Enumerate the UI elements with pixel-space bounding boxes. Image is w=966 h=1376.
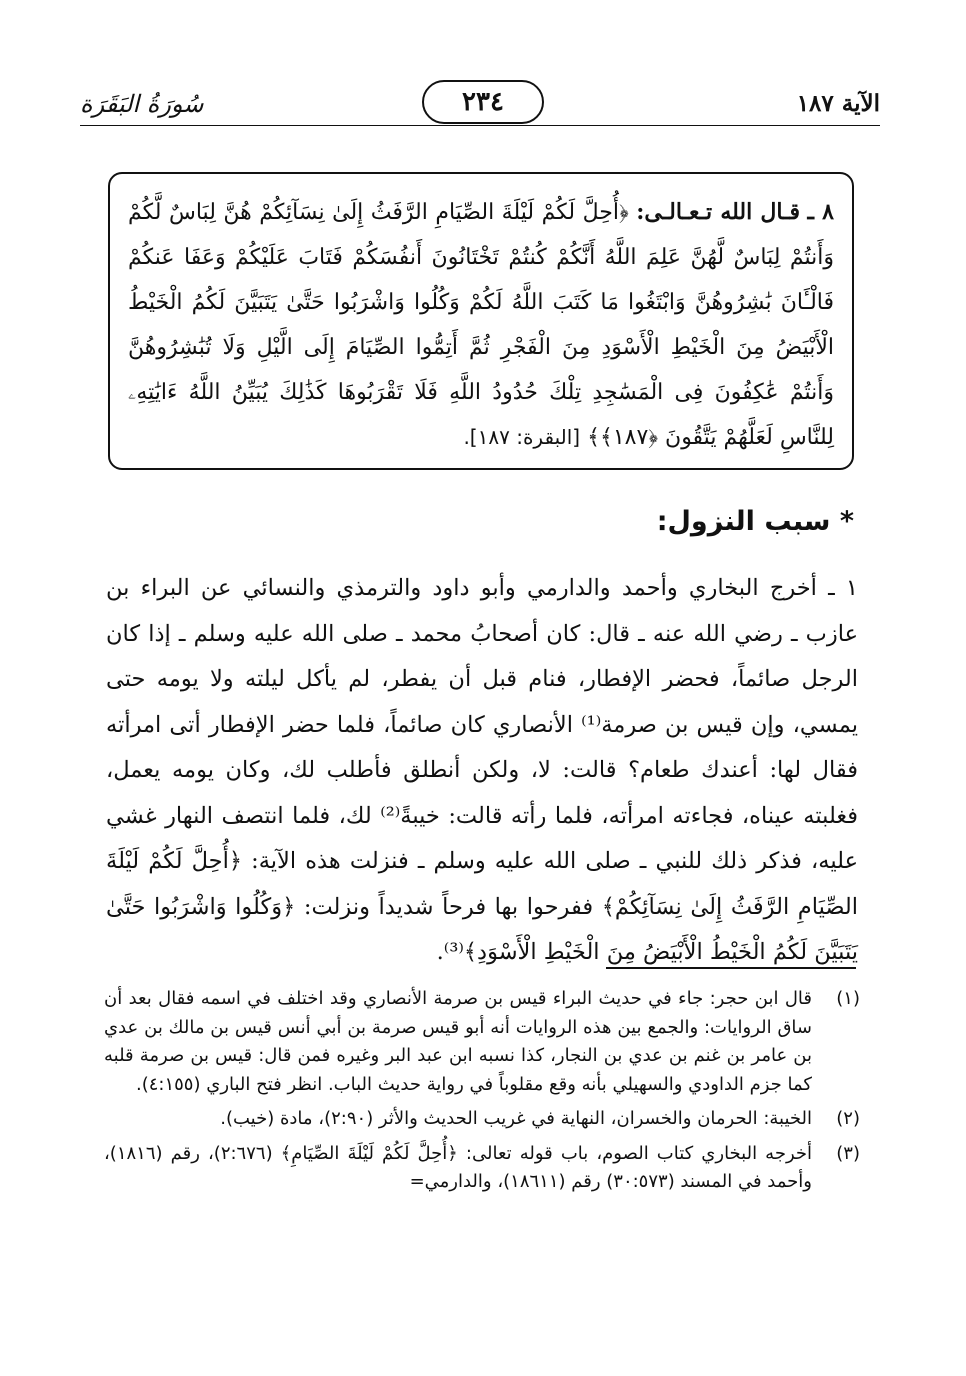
verse-intro: قـال الله تـعـالـى:	[636, 199, 801, 225]
section-title: * سبب النزول:	[656, 506, 854, 537]
verse-number: ٨ ـ	[807, 199, 834, 225]
footnotes	[104, 985, 860, 1203]
footnote-text: الخيبة: الحرمان والخسران، النهاية في غريب الحديث والأثر (٢:٩٠)، مادة (خيب).	[220, 1108, 812, 1129]
footnote-item	[104, 1105, 860, 1134]
verse-text: ﴿أُحِلَّ لَكُمْ لَيْلَةَ الصِّيَامِ الرَّفَثُ إِلَىٰ نِسَآئِكُمْ هُنَّ لِبَاسٌ لَّكُمْ وَأَنتُمْ لِبَاسٌ لَّهُنَّ عَلِمَ اللَّهُ أَنَّكُمْ كُنتُمْ تَخْتَانُونَ أَنفُسَكُمْ فَتَابَ عَلَيْكُمْ وَعَفَا عَنكُمْ فَالْـَٔانَ بَٰشِرُوهُنَّ وَابْتَغُوا مَا كَتَبَ اللَّهُ لَكُمْ وَكُلُوا وَاشْرَبُوا حَتَّىٰ يَتَبَيَّنَ لَكُمُ الْخَيْطُ الْأَبْيَضُ مِنَ الْخَيْطِ الْأَسْوَدِ مِنَ الْفَجْرِ ثُمَّ أَتِمُّوا الصِّيَامَ إِلَى الَّيْلِ وَلَا تُبَٰشِرُوهُنَّ وَأَنتُمْ عَٰكِفُونَ فِى الْمَسَٰجِدِ تِلْكَ حُدُودُ اللَّهِ فَلَا تَقْرَبُوهَا كَذَٰلِكَ يُبَيِّنُ اللَّهُ ءَايَٰتِهِۦ لِلنَّاسِ لَعَلَّهُمْ يَتَّقُونَ ﴿١٨٧﴾﴾	[128, 200, 834, 450]
footnote-item	[104, 985, 860, 1099]
verse-box	[108, 172, 854, 470]
verse-label: الآية ١٨٧	[796, 90, 880, 117]
header-rule	[80, 125, 880, 126]
footnote-divider	[606, 967, 856, 969]
footnote-number: (١)	[836, 988, 860, 1009]
footnote-text: قال ابن حجر: جاء في حديث البراء قيس بن صرمة الأنصاري وقد اختلف في اسمه فقال بعد أن ساق الروايات: والجمع بين هذه الروايات أنه أبو قيس صرمة بن أبي أنس قيس بن مالك بن عدي بن عامر بن غنم بن عدي بن النجار، كذا نسبه ابن عبد البر وغيره فمن قال: قيس بن صرمة قلبه كما جزم الداودي والسهيلي بأنه وقع مقلوباً في رواية حديث الباب. انظر فتح الباري (٤:١٥٥).	[104, 988, 812, 1095]
page-number: ٢٣٤	[422, 80, 544, 124]
surah-name: سُورَةُ البَقَرَة	[80, 90, 204, 118]
page-header	[80, 82, 880, 132]
verse-reference: [البقرة: ١٨٧].	[463, 425, 581, 449]
footnote-number: (٣)	[836, 1142, 860, 1164]
footnote-item	[104, 1140, 860, 1197]
body-paragraph: ١ ـ أخرج البخاري وأحمد والدارمي وأبو داود والترمذي والنسائي عن البراء بن عازب ـ رضي الله عنه ـ قال: كان أصحابُ محمد ـ صلى الله عليه وسلم ـ إذا كان الرجل صائماً، فحضر الإفطار، فنام قبل أن يفطر، لم يأكل ليلته ولا يومه حتى يمسي، وإن قيس بن صرمة⁽¹⁾ الأنصاري كان صائماً، فلما حضر الإفطار أتى امرأته فقال لها: أعندك طعام؟ قالت: لا، ولكن أنطلق فأطلب لك، وكان يومه يعمل، فغلبته عيناه، فجاءته امرأته، فلما رأته قالت: خيبةً⁽²⁾ لك، فلما انتصف النهار غشي عليه، فذكر ذلك للنبي ـ صلى الله عليه وسلم ـ فنزلت هذه الآية: ﴿أُحِلَّ لَكُمْ لَيْلَةَ الصِّيَامِ الرَّفَثُ إِلَىٰ نِسَآئِكُمْ﴾ ففرحوا بها فرحاً شديداً ونزلت: ﴿وَكُلُوا وَاشْرَبُوا حَتَّىٰ يَتَبَيَّنَ لَكُمُ الْخَيْطُ الْأَبْيَضُ مِنَ الْخَيْطِ الْأَسْوَدِ﴾⁽³⁾.	[106, 575, 859, 965]
footnote-text: أخرجه البخاري كتاب الصوم، باب قوله تعالى: ﴿أُحِلَّ لَكُمْ لَيْلَةَ الصِّيَامِ﴾ (٢:٦٧٦)، رقم (١٨١٦)، وأحمد في المسند (٣٠:٥٧٣) رقم (١٨٦١١)، والدارمي=	[104, 1142, 812, 1192]
footnote-number: (٢)	[836, 1108, 860, 1129]
